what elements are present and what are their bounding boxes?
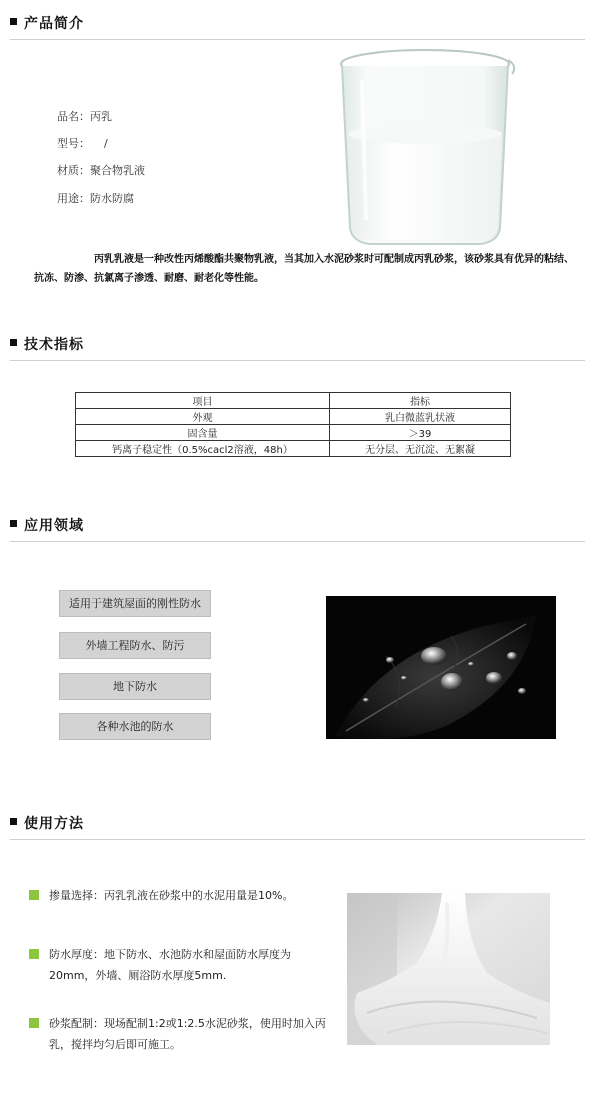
- application-item: 外墙工程防水、防污: [59, 632, 211, 659]
- table-cell: 乳白微蓝乳状液: [330, 409, 511, 425]
- usage-item: [29, 944, 329, 986]
- section-marker: [10, 520, 17, 527]
- product-model-label: 型号：: [57, 137, 90, 150]
- product-description-text: 丙乳乳液是一种改性丙烯酸酯共聚物乳液，当其加入水泥砂浆时可配制成丙乳砂浆，该砂浆具有优异的粘结、抗冻、防渗、抗氯离子渗透、耐磨、耐老化等性能。: [34, 254, 574, 284]
- table-cell: ＞39: [330, 425, 511, 441]
- cream-emulsion-image: [347, 893, 550, 1045]
- section-title: 应用领域: [24, 518, 84, 534]
- section-title: 产品简介: [24, 16, 84, 32]
- table-row: [76, 441, 511, 457]
- product-material: [57, 162, 145, 178]
- product-description: [34, 250, 574, 288]
- section-title: 技术指标: [24, 337, 84, 353]
- spec-table-header: [76, 393, 511, 409]
- spec-table: [75, 392, 511, 457]
- beaker-image: [330, 40, 520, 250]
- water-drop-leaf-image: [326, 596, 556, 739]
- usage-item: [29, 885, 329, 906]
- usage-text: 掺量选择：丙乳乳液在砂浆中的水泥用量是10%。: [49, 889, 294, 902]
- application-item: 各种水池的防水: [59, 713, 211, 740]
- product-use: [57, 190, 134, 206]
- section-marker: [10, 339, 17, 346]
- usage-text: 砂浆配制：现场配制1:2或1:2.5水泥砂浆，使用时加入丙乳，搅拌均匀后即可施工。: [49, 1017, 326, 1051]
- table-cell: 无分层、无沉淀、无絮凝: [330, 441, 511, 457]
- section-marker: [10, 818, 17, 825]
- table-row: [76, 409, 511, 425]
- green-bullet-icon: [29, 1018, 39, 1028]
- section-header-intro: [10, 6, 585, 40]
- table-cell: 钙离子稳定性（0.5%cacl2溶液，48h）: [76, 441, 330, 457]
- green-bullet-icon: [29, 949, 39, 959]
- table-header-cell: 项目: [76, 393, 330, 409]
- product-material-value: 聚合物乳液: [90, 164, 145, 177]
- product-model-value: /: [104, 137, 108, 150]
- product-name: [57, 108, 112, 124]
- table-row: [76, 425, 511, 441]
- usage-text: 防水厚度：地下防水、水池防水和屋面防水厚度为20mm，外墙、厕浴防水厚度5mm.: [49, 948, 291, 982]
- application-item: 地下防水: [59, 673, 211, 700]
- product-name-label: 品名：: [57, 110, 90, 123]
- product-use-value: 防水防腐: [90, 192, 134, 205]
- table-cell: 外观: [76, 409, 330, 425]
- section-header-usage: [10, 806, 585, 840]
- product-name-value: 丙乳: [90, 110, 112, 123]
- usage-item: [29, 1013, 329, 1055]
- table-header-cell: 指标: [330, 393, 511, 409]
- product-use-label: 用途：: [57, 192, 90, 205]
- green-bullet-icon: [29, 890, 39, 900]
- product-material-label: 材质：: [57, 164, 90, 177]
- section-marker: [10, 18, 17, 25]
- table-cell: 固含量: [76, 425, 330, 441]
- application-item: 适用于建筑屋面的刚性防水: [59, 590, 211, 617]
- section-title: 使用方法: [24, 816, 84, 832]
- product-model: [57, 135, 108, 151]
- section-header-application: [10, 508, 585, 542]
- section-header-spec: [10, 327, 585, 361]
